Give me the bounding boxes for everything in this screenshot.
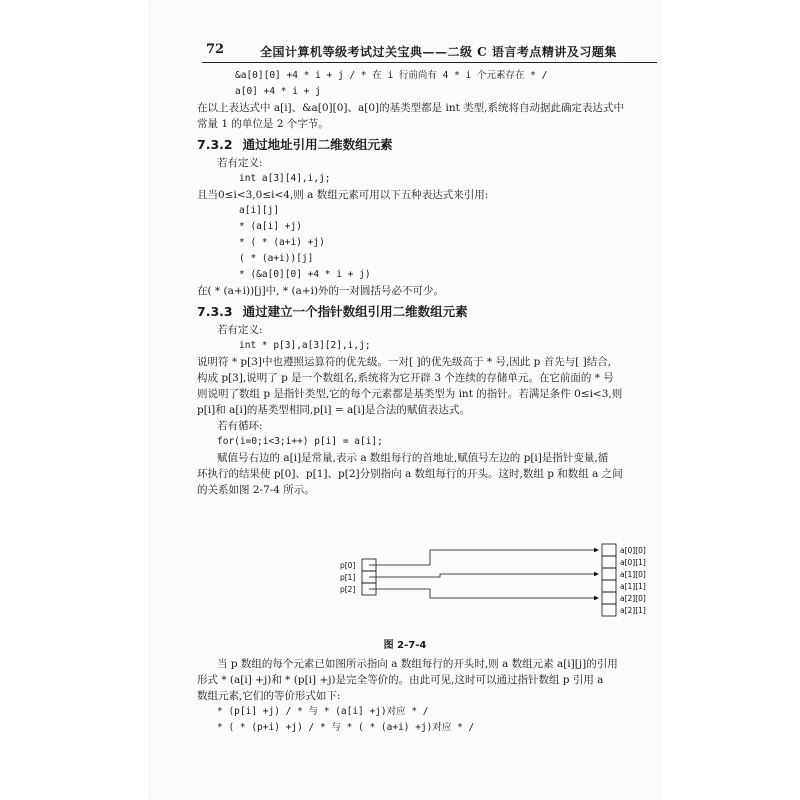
expression-line: * (a[i] +j) (239, 221, 302, 232)
p-label: p[2] (340, 585, 356, 594)
paragraph-line: p[i]和 a[i]的基类型相同,p[i] = a[i]是合法的赋值表达式。 (197, 404, 470, 416)
paragraph-line: 的关系如图 2-7-4 所示。 (197, 484, 315, 496)
a-label: a[0][1] (620, 558, 646, 567)
paragraph-line: 环执行的结果使 p[0]、p[1]、p[2]分别指向 a 数组每行的开头。这时,数组 p 和数组 a 之间 (197, 468, 623, 480)
code-line: int a[3][4],i,j; (239, 173, 331, 184)
expression-line: * ( * (a+i) +j) (239, 237, 325, 248)
a-cell (602, 544, 616, 556)
expression-line: * (&a[0][0] +4 * i + j) (239, 269, 371, 280)
pointer-arrow (369, 574, 598, 577)
paragraph-line: 当 p 数组的每个元素已如图所示指向 a 数组每行的开头时,则 a 数组元素 a[i][j]的引用 (217, 658, 618, 670)
paragraph-line: 说明符 * p[3]中也遵照运算符的优先级。一对[ ]的优先级高于 * 号,因此 p 首先与[ ]结合, (197, 356, 612, 368)
pointer-arrow (369, 550, 598, 565)
paragraph-line: 则说明了数组 p 是指针类型,它的每个元素都是基类型为 int 的指针。若满足条件 0≤i<3,则 (197, 388, 623, 400)
section-heading-7-3-3 (197, 302, 657, 322)
a-cell (602, 604, 616, 616)
a-array (602, 544, 646, 616)
code-line: * ( * (p+i) +j) / * 与 * ( * (a+i) +j)对应 * / (217, 722, 475, 733)
a-label: a[0][0] (620, 546, 646, 555)
paragraph-line: 构成 p[3],说明了 p 是一个数组名,系统将为它开辟 3 个连续的存储单元。在它前面的 * 号 (197, 372, 614, 384)
paragraph-line: 赋值号右边的 a[i]是常量,表示 a 数组每行的首地址,赋值号左边的 p[i]是指针变量,循 (217, 452, 609, 464)
page-body-bottom (197, 656, 657, 736)
page-header (202, 40, 657, 63)
paragraph-line: 且当0≤i<3,0≤i<4,则 a 数组元素可用以下五种表达式来引用: (197, 189, 489, 201)
pointer-arrow (369, 589, 598, 598)
section-number: 7.3.2 (197, 137, 233, 152)
code-line: for(i=0;i<3;i++) p[i] = a[i]; (217, 436, 383, 447)
a-label: a[2][0] (620, 594, 646, 603)
a-label: a[1][1] (620, 582, 646, 591)
page-body (197, 68, 657, 498)
code-line: * (p[i] +j) / * 与 * (a[i] +j)对应 * / (217, 706, 429, 717)
section-heading-7-3-2 (197, 135, 657, 155)
paragraph-line: 形式 * (a[i] +j)和 * (p[i] +j)是完全等价的。由此可见,这时可以通过指针数组 p 引用 a (197, 674, 604, 686)
paragraph-line: 若有定义: (217, 157, 263, 169)
a-cell (602, 592, 616, 604)
section-title: 通过地址引用二维数组元素 (242, 137, 393, 152)
paragraph-line: 常量 1 的单位是 2 个字节。 (197, 118, 329, 130)
book-page (150, 0, 660, 800)
code-line: &a[0][0] +4 * i + j / * 在 i 行前尚有 4 * i 个元素存在 * / (235, 70, 548, 81)
paragraph-line: 若有定义: (217, 324, 263, 336)
figure-caption: 图 2-7-4 (383, 640, 427, 651)
a-label: a[2][1] (620, 606, 646, 615)
a-cell (602, 556, 616, 568)
section-number: 7.3.3 (197, 304, 233, 319)
code-line: int * p[3],a[3][2],i,j; (239, 340, 371, 351)
section-title: 通过建立一个指针数组引用二维数组元素 (242, 304, 468, 319)
paragraph-line: 数组元素,它们的等价形式如下: (197, 690, 341, 702)
paragraph-line: 若有循环: (217, 420, 263, 432)
a-cell (602, 568, 616, 580)
page-number: 72 (206, 42, 225, 57)
a-cell (602, 580, 616, 592)
expression-line: a[i][j] (239, 205, 280, 216)
expression-line: ( * (a+i))[j] (239, 253, 314, 264)
paragraph-line: 在( * (a+i))[j]中, * (a+i)外的一对圆括号必不可少。 (197, 285, 445, 297)
running-title: 全国计算机等级考试过关宝典——二级 C 语言考点精讲及习题集 (260, 45, 617, 59)
paragraph-line: 在以上表达式中 a[i]、&a[0][0]、a[0]的基类型都是 int 类型,系统将自动据此确定表达式中 (197, 102, 624, 114)
a-label: a[1][0] (620, 570, 646, 579)
p-label: p[1] (340, 573, 356, 582)
p-label: p[0] (340, 561, 356, 570)
code-line: a[0] +4 * i + j (235, 86, 321, 97)
